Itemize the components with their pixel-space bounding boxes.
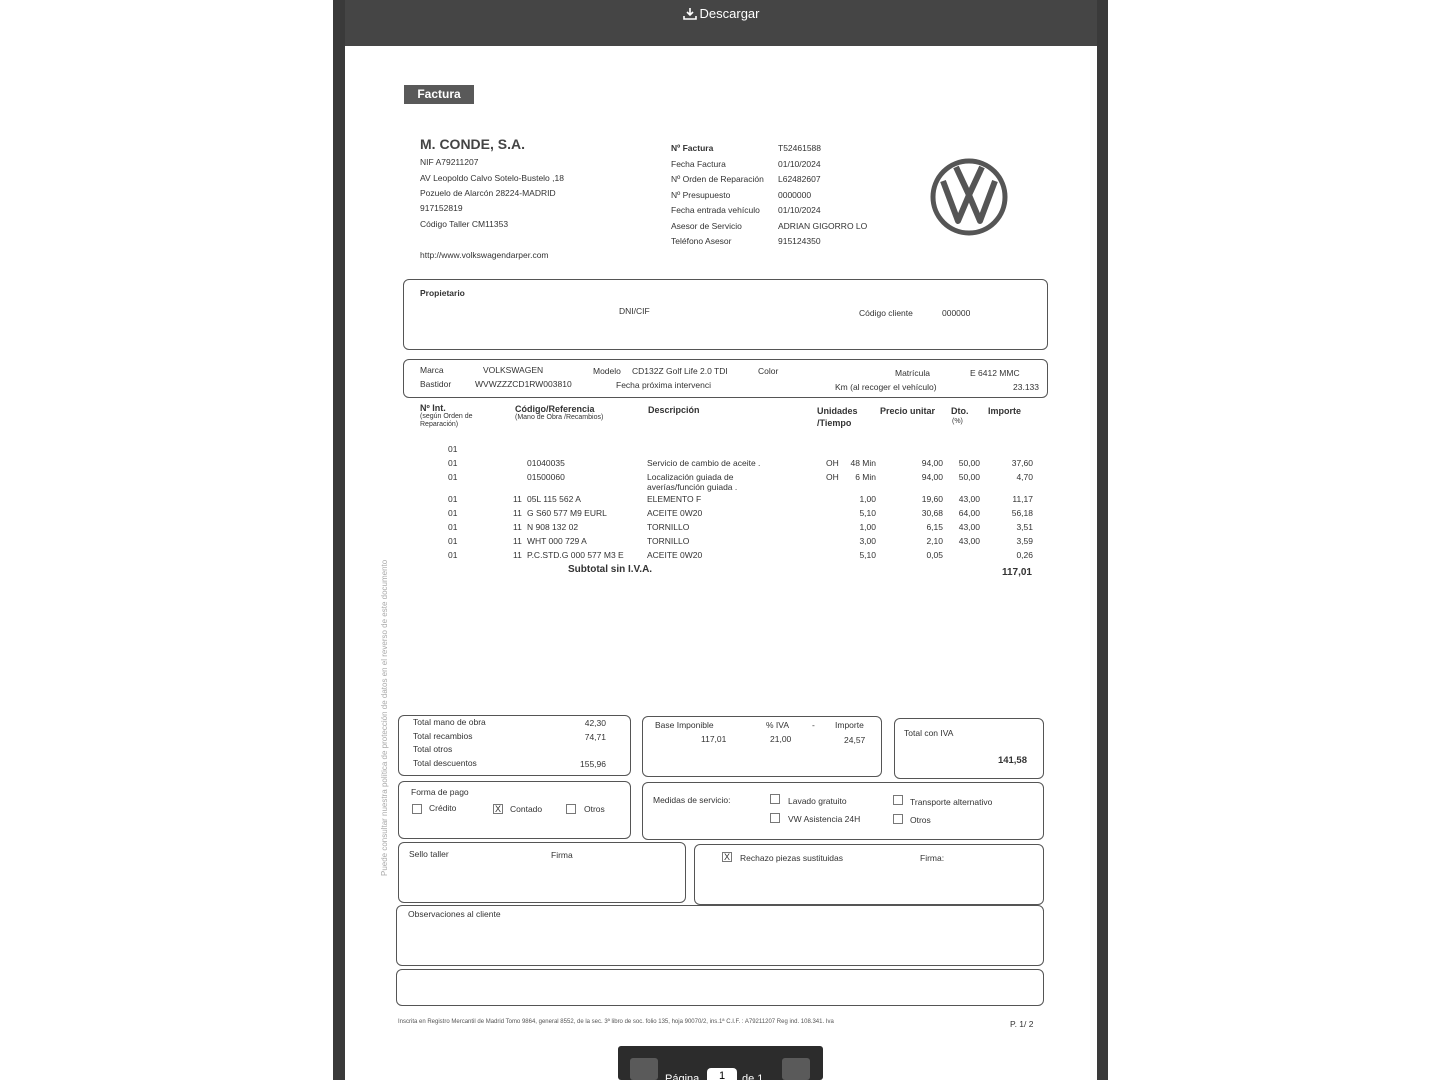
page-prefix: Página: [665, 1073, 700, 1085]
download-button[interactable]: [345, 6, 1097, 21]
cell-price: 19,60: [921, 494, 943, 504]
otros-servicio-label: Otros: [910, 815, 931, 825]
col-dto-sub: (%): [952, 418, 963, 425]
cell-imp: 4,70: [1016, 472, 1033, 482]
meta-value: T52461588: [778, 143, 822, 153]
footer-registry: Inscrita en Registro Mercantil de Madrid Tomo 9864, general 8552, de la sec. 3ª libro de soc. folio 135, hoja 90070/2, ins.1ª C.I.F. : A79211207 Reg ind. 108.341. Iva: [398, 1019, 834, 1025]
cell-imp: 3,59: [1016, 536, 1033, 546]
cell-pre: 11: [513, 550, 522, 560]
cell-price: 94,00: [921, 472, 943, 482]
cell-ref: WHT 000 729 A: [527, 536, 587, 546]
tax-importe-label: Importe: [835, 720, 864, 730]
cell-dto: 50,00: [958, 472, 980, 482]
cell-units: 48 Min: [850, 458, 876, 468]
vehicle-fecha-label: Fecha próxima intervenci: [616, 380, 711, 390]
tax-iva-label: % IVA: [766, 720, 789, 730]
cell-pre: 11: [513, 536, 522, 546]
cell-ref: 01040035: [527, 458, 565, 468]
col-price: Precio unitar: [880, 406, 936, 416]
total-value: 42,30: [584, 718, 606, 728]
tax-iva: 21,00: [770, 734, 792, 744]
tax-box: [642, 716, 882, 777]
vehicle-matricula-label: Matrícula: [895, 368, 930, 378]
cell-units: 6 Min: [855, 472, 876, 482]
observaciones-box: [396, 905, 1044, 966]
company-name: M. CONDE, S.A.: [420, 136, 526, 152]
company-address-2: Pozuelo de Alarcón 28224-MADRID: [420, 188, 556, 198]
cell-nint: 01: [448, 536, 458, 546]
cell-desc: Localización guiada de averías/función guiada .: [647, 472, 738, 492]
cell-imp: 56,18: [1011, 508, 1033, 518]
page-navigator: [618, 1046, 823, 1085]
owner-dni-label: DNI/CIF: [619, 306, 650, 316]
cell-units: 3,00: [859, 536, 876, 546]
sello-label: Sello taller: [409, 849, 449, 859]
meta-value: 915124350: [778, 236, 821, 246]
meta-value: L62482607: [778, 174, 821, 184]
total-label: Total otros: [413, 744, 453, 754]
meta-label: Nº Presupuesto: [671, 189, 731, 200]
totals-box: [398, 715, 631, 776]
otros-pago-checkbox[interactable]: [566, 804, 576, 814]
meta-label: Teléfono Asesor: [671, 236, 732, 246]
vehicle-marca-label: Marca: [420, 365, 444, 375]
col-desc: Descripción: [648, 405, 700, 415]
meta-label: Nº Factura: [671, 143, 714, 153]
asistencia-label: VW Asistencia 24H: [788, 814, 861, 824]
total-label: Total recambios: [413, 730, 473, 741]
cell-dto: 43,00: [958, 536, 980, 546]
total-con-iva-label: Total con IVA: [904, 728, 954, 738]
cell-desc: Servicio de cambio de aceite .: [647, 458, 761, 468]
cell-pre: 11: [513, 522, 522, 532]
cell-price: 30,68: [921, 508, 943, 518]
vehicle-matricula: E 6412 MMC: [970, 368, 1020, 378]
rechazo-checkbox[interactable]: X: [723, 852, 730, 862]
company-phone: 917152819: [420, 203, 463, 213]
cell-units: 1,00: [859, 494, 876, 504]
cell-pre: 11: [513, 508, 522, 518]
meta-value: 0000000: [778, 189, 812, 200]
meta-label: Nº Orden de Reparación: [671, 174, 764, 184]
vehicle-bastidor-label: Bastidor: [420, 379, 452, 389]
tax-base: 117,01: [701, 734, 727, 744]
cell-ref: N 908 132 02: [527, 522, 579, 532]
cell-ref: P.C.STD.G 000 577 M3 E: [527, 550, 624, 560]
owner-box: [403, 279, 1048, 350]
credito-checkbox[interactable]: [412, 804, 422, 814]
meta-value: 01/10/2024: [778, 205, 821, 215]
col-nint-sub: (según Orden de Reparación): [420, 413, 473, 428]
rechazo-label: Rechazo piezas sustituidas: [740, 853, 844, 863]
cell-price: 6,15: [926, 522, 943, 532]
vehicle-bastidor: WVWZZZCD1RW003810: [475, 379, 572, 389]
cell-units: 1,00: [859, 522, 876, 532]
cell-nint: 01: [448, 458, 458, 468]
subtotal-value: 117,01: [1001, 567, 1032, 578]
lavado-checkbox[interactable]: [770, 794, 780, 804]
otros-pago-label: Otros: [584, 804, 605, 814]
cell-desc: ELEMENTO F: [647, 494, 702, 504]
services-box: [642, 782, 1044, 840]
rechazo-firma-label: Firma:: [920, 853, 945, 863]
company-nif: NIF A79211207: [420, 157, 479, 167]
cell-unit-type: OH: [826, 472, 839, 482]
blank-box: [396, 969, 1044, 1006]
meta-value: 01/10/2024: [778, 158, 821, 169]
invoice-page: [345, 46, 1097, 1080]
vehicle-modelo: CD132Z Golf Life 2.0 TDI: [632, 366, 728, 376]
page-number-input[interactable]: 1: [707, 1068, 737, 1084]
cell-desc: TORNILLO: [647, 536, 690, 546]
contado-checkbox[interactable]: X: [494, 804, 501, 814]
cell-ref: 05L 115 562 A: [527, 494, 581, 504]
col-dto: Dto.: [951, 406, 969, 416]
cell-dto: 50,00: [958, 458, 980, 468]
prev-page-button[interactable]: [630, 1058, 658, 1080]
cell-unit-type: OH: [826, 458, 839, 468]
cell-price: 2,10: [926, 536, 943, 546]
cell-nint: 01: [448, 444, 458, 454]
vehicle-box: [403, 359, 1048, 398]
vehicle-color-label: Color: [758, 366, 779, 376]
page-number: P. 1/ 2: [1010, 1019, 1034, 1029]
privacy-side-note: Puede consultar nuestra política de protección de datos en el reverso de este documento: [380, 559, 389, 876]
download-icon: [683, 7, 697, 20]
download-label: Descargar: [699, 6, 760, 21]
services-title: Medidas de servicio:: [653, 795, 731, 805]
owner-client-label: Código cliente: [859, 308, 913, 318]
vehicle-km: 23.133: [1013, 382, 1039, 392]
col-importe: Importe: [988, 406, 1022, 416]
meta-label: Fecha Factura: [671, 158, 726, 169]
document-type-badge: Factura: [404, 85, 474, 104]
total-value: 155,96: [580, 758, 606, 769]
cell-dto: 64,00: [958, 508, 980, 518]
next-page-button[interactable]: [782, 1058, 810, 1080]
owner-client-value: 000000: [942, 308, 971, 318]
meta-value: ADRIAN GIGORRO LO: [778, 220, 868, 231]
col-nint: Nº Int.: [420, 403, 446, 413]
sello-firma-label: Firma: [551, 850, 573, 860]
col-ref: Código/Referencia: [515, 404, 595, 414]
transporte-checkbox[interactable]: [893, 795, 903, 805]
vehicle-marca: VOLKSWAGEN: [483, 365, 544, 375]
vehicle-km-label: Km (al recoger el vehículo): [835, 382, 937, 392]
col-ref-sub: (Mano de Obra /Recambios): [515, 414, 604, 421]
cell-units: 5,10: [859, 550, 876, 560]
rechazo-box: [694, 844, 1044, 905]
cell-nint: 01: [448, 472, 458, 482]
cell-nint: 01: [448, 522, 458, 532]
contado-label: Contado: [510, 804, 543, 814]
otros-servicio-checkbox[interactable]: [893, 814, 903, 824]
company-taller: Código Taller CM11353: [420, 219, 509, 229]
cell-nint: 01: [448, 508, 458, 518]
cell-price: 0,05: [926, 550, 943, 560]
total-label: Total descuentos: [413, 757, 477, 768]
cell-pre: 11: [513, 494, 522, 504]
vehicle-modelo-label: Modelo: [593, 366, 621, 376]
total-con-iva-value: 141,58: [997, 755, 1027, 766]
volkswagen-logo: [929, 157, 1009, 237]
cell-imp: 3,51: [1016, 522, 1033, 532]
owner-title: Propietario: [420, 288, 465, 298]
cell-desc: ACEITE 0W20: [647, 508, 703, 518]
col-units: Unidades /Tiempo: [817, 406, 858, 428]
transporte-label: Transporte alternativo: [910, 797, 993, 807]
viewer-toolbar: [345, 0, 1097, 46]
page-of: de 1: [742, 1073, 764, 1085]
cell-desc: TORNILLO: [647, 522, 690, 532]
observaciones-label: Observaciones al cliente: [408, 909, 501, 919]
cell-price: 94,00: [921, 458, 943, 468]
company-web: http://www.volkswagendarper.com: [420, 250, 549, 260]
cell-ref: G S60 577 M9 EURL: [527, 508, 607, 518]
company-address-1: AV Leopoldo Calvo Sotelo-Bustelo ,18: [420, 173, 564, 183]
payment-box: [398, 781, 631, 839]
tax-dash: -: [812, 720, 815, 730]
total-con-iva-box: [894, 718, 1044, 779]
tax-base-label: Base Imponible: [655, 720, 714, 730]
credito-label: Crédito: [429, 803, 457, 813]
total-label: Total mano de obra: [413, 717, 486, 727]
cell-desc: ACEITE 0W20: [647, 550, 703, 560]
cell-nint: 01: [448, 494, 458, 504]
meta-label: Fecha entrada vehículo: [671, 205, 760, 215]
cell-imp: 37,60: [1011, 458, 1033, 468]
total-value: 74,71: [584, 731, 606, 742]
cell-units: 5,10: [859, 508, 876, 518]
meta-label: Asesor de Servicio: [671, 220, 742, 231]
cell-imp: 11,17: [1012, 494, 1033, 504]
sello-box: [398, 842, 686, 903]
tax-importe: 24,57: [844, 735, 866, 745]
cell-ref: 01500060: [527, 472, 565, 482]
payment-title: Forma de pago: [411, 787, 469, 797]
cell-imp: 0,26: [1016, 550, 1033, 560]
cell-dto: 43,00: [958, 522, 980, 532]
cell-dto: 43,00: [958, 494, 980, 504]
lavado-label: Lavado gratuito: [788, 796, 847, 806]
subtotal-label: Subtotal sin I.V.A.: [568, 564, 653, 575]
asistencia-checkbox[interactable]: [770, 813, 780, 823]
cell-nint: 01: [448, 550, 458, 560]
